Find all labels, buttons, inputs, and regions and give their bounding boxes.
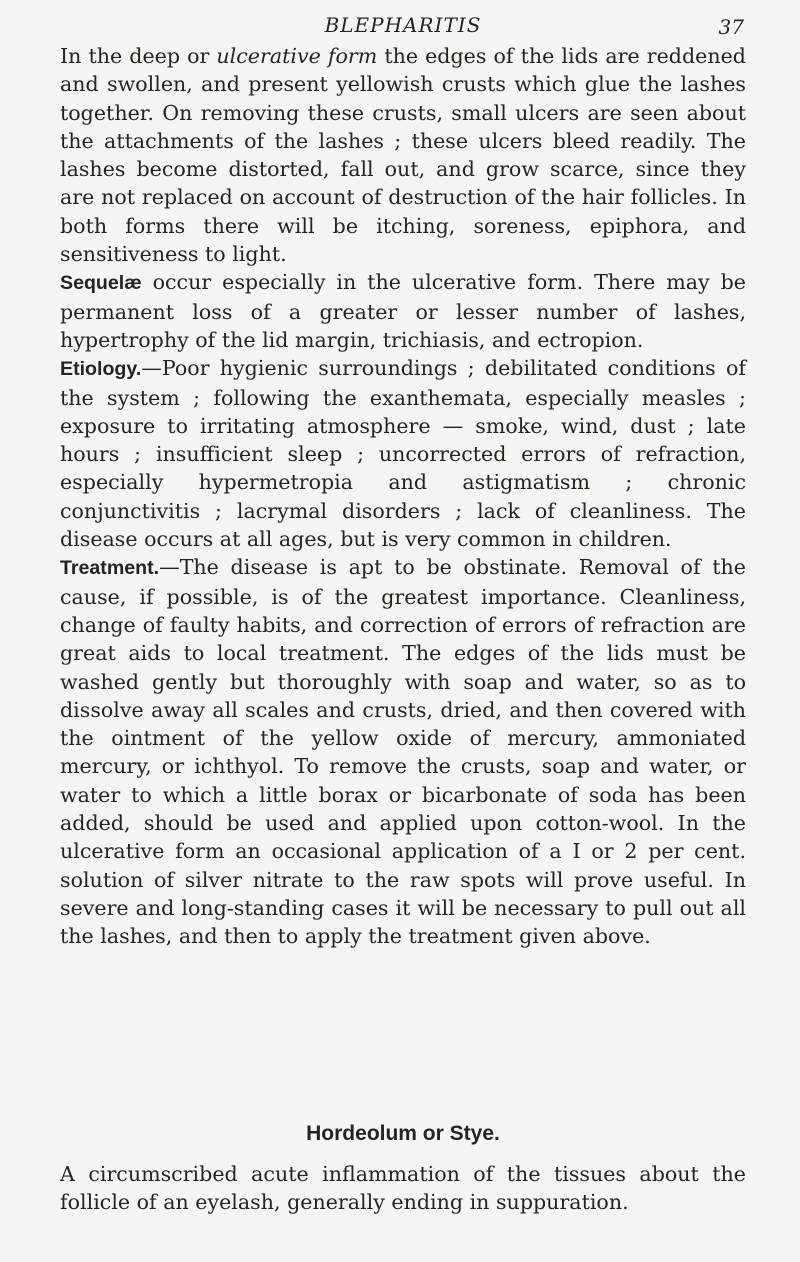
body-text xyxy=(60,42,746,951)
paragraph-lead: In the deep or xyxy=(60,44,217,68)
paragraph-hordeolum-definition xyxy=(60,1160,746,1217)
run-in-heading-etiology: Etiology. xyxy=(60,358,142,381)
paragraph-text: occur especially in the ulcerative form. There may be permanent loss of a greater or lesser number of lashes, hypertrophy of the lid margin, trichiasis, and ectropion. xyxy=(60,270,746,352)
run-in-heading-sequelae: Sequelæ xyxy=(60,272,142,295)
page-number: 37 xyxy=(718,15,744,39)
run-in-heading-treatment: Treatment. xyxy=(60,557,160,580)
paragraph-treatment xyxy=(60,553,746,950)
paragraph-text: —Poor hygienic surroundings ; debilitated conditions of the system ; following the exanthemata, especially measles ; exposure to irritating atmosphere — smoke, wind, dust ; late hours ; insufficient sleep ; uncorrected errors of refraction, especially hypermetropia and astigmatism ; chronic conjunctivitis ; lacrymal disorders ; lack of cleanliness. The disease occurs at all ages, but is very common in children. xyxy=(60,356,746,552)
paragraph-etiology xyxy=(60,354,746,553)
section-heading-hordeolum: Hordeolum or Stye. xyxy=(306,1122,500,1145)
paragraph-text: —The disease is apt to be obstinate. Removal of the cause, if possible, is of the greatest importance. Cleanliness, change of faulty habits, and correction of errors of refraction are great aids to local treatment. The edges of the lids must be washed gently but thoroughly with soap and water, so as to dissolve away all scales and crusts, dried, and then covered with the ointment of the yellow oxide of mercury, ammoniated mercury, or ichthyol. To remove the crusts, soap and water, or water to which a little borax or bicarbonate of soda has been added, should be used and applied upon cotton-wool. In the ulcerative form an occasional application of a I or 2 per cent. solution of silver nitrate to the raw spots will prove useful. In severe and long-standing cases it will be necessary to pull out all the lashes, and then to apply the treatment given above. xyxy=(60,555,746,949)
paragraph-text: A circumscribed acute inflammation of the tissues about the follicle of an eyelash, generally ending in suppuration. xyxy=(60,1162,746,1215)
paragraph-sequelae xyxy=(60,268,746,354)
emphasis-ulcerative-form: ulcerative form xyxy=(216,44,378,68)
section-text xyxy=(60,1160,746,1217)
running-title: BLEPHARITIS xyxy=(324,13,482,37)
running-head xyxy=(60,8,746,42)
paragraph-ulcerative-form xyxy=(60,42,746,268)
paragraph-text: the edges of the lids are reddened and swollen, and present yellowish crusts which glue the lashes together. On removing these crusts, small ulcers are seen about the attachments of the lashes ; these ulcers bleed readily. The lashes become distorted, fall out, and grow scarce, since they are not replaced on account of destruction of the hair follicles. In both forms there will be itching, soreness, epiphora, and sensitiveness to light. xyxy=(60,44,746,267)
